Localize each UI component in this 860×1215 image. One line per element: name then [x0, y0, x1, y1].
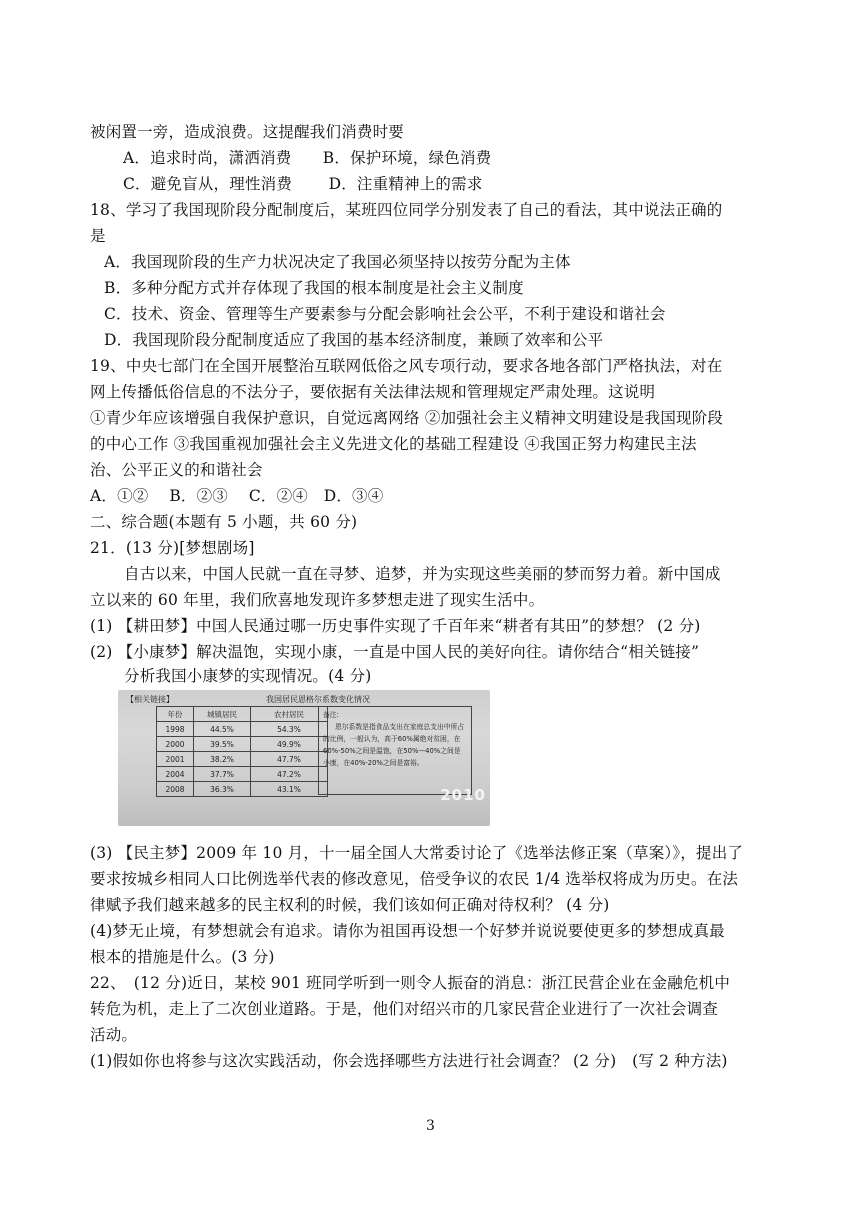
column-header: 农村居民 — [251, 707, 328, 722]
text-line: 活动。 — [90, 1026, 138, 1044]
table-row — [157, 722, 328, 737]
option-a-17: A．追求时尚，潇洒消费 B．保护环境，绿色消费 — [123, 149, 492, 167]
table-row — [157, 737, 328, 752]
table-cell: 1998 — [157, 722, 194, 737]
figure-header: 【相关链接】 — [126, 695, 174, 704]
text-line: 分析我国小康梦的实现情况。(4 分) — [124, 667, 372, 685]
subquestion-3: (3) 【民主梦】2009 年 10 月，十一届全国人大常委讨论了《选举法修正案（草案）》，提出了 — [90, 844, 744, 862]
option-a-18: A．我国现阶段的生产力状况决定了我国必须坚持以按劳分配为主体 — [104, 253, 571, 271]
text-line: ①青少年应该增强自我保护意识，自觉远离网络 ②加强社会主义精神文明建设是我国现阶段 — [90, 409, 724, 427]
option-c-18: C．技术、资金、管理等生产要素参与分配会影响社会公平，不利于建设和谐社会 — [104, 305, 666, 323]
note-title: 备注: — [323, 711, 339, 719]
table-cell: 36.3% — [194, 782, 251, 797]
text-line: 要求按城乡相同人口比例选举代表的修改意见，倍受争议的农民 1/4 选举权将成为历史。在法 — [90, 870, 739, 888]
table-cell: 2000 — [157, 737, 194, 752]
table-cell: 49.9% — [251, 737, 328, 752]
question-22: 22、 (12 分)近日，某校 901 班同学听到一则令人振奋的消息：浙江民营企业在金融危机中 — [90, 974, 731, 992]
table-header-row — [157, 707, 328, 722]
watermark: 2010 — [440, 786, 486, 804]
subquestion-22-1: (1)假如你也将参与这次实践活动，你会选择哪些方法进行社会调查？ (2 分) (写 2 种方法) — [90, 1052, 728, 1070]
question-21: 21．(13 分)[梦想剧场] — [90, 539, 255, 557]
text-line: 的中心工作 ③我国重视加强社会主义先进文化的基础工程建设 ④我国正努力构建民主法 — [90, 435, 697, 453]
text-line: 立以来的 60 年里，我们欣喜地发现许多梦想走进了现实生活中。 — [90, 591, 545, 609]
figure-title: 我国居民恩格尔系数变化情况 — [266, 695, 370, 704]
table-cell: 54.3% — [251, 722, 328, 737]
table-row — [157, 752, 328, 767]
note-text: 恩尔系数是指食品支出在家庭总支出中所占的比例，一般认为，高于60%属绝对贫困，在60%-50%之间是温饱，在50%—40%之间是小康，在40%-20%之间是富裕。 — [323, 723, 465, 767]
table-row — [157, 782, 328, 797]
text-line: 被闲置一旁，造成浪费。这提醒我们消费时要 — [90, 123, 405, 141]
column-header: 年份 — [157, 707, 194, 722]
table-cell: 43.1% — [251, 782, 328, 797]
subquestion-2: (2) 【小康梦】解决温饱，实现小康，一直是中国人民的美好向往。请你结合“相关链接” — [90, 643, 700, 661]
table-cell: 39.5% — [194, 737, 251, 752]
option-d-18: D．我国现阶段分配制度适应了我国的基本经济制度，兼顾了效率和公平 — [104, 331, 604, 349]
option-b-18: B．多种分配方式并存体现了我国的根本制度是社会主义制度 — [104, 279, 524, 297]
text-line: 转危为机，走上了二次创业道路。于是，他们对绍兴市的几家民营企业进行了一次社会调查 — [90, 1000, 719, 1018]
table-row — [157, 767, 328, 782]
table-cell: 2004 — [157, 767, 194, 782]
section-heading: 二、综合题(本题有 5 小题，共 60 分) — [90, 513, 358, 531]
text-line: 律赋予我们越来越多的民主权利的时候，我们该如何正确对待权利？ (4 分) — [90, 896, 610, 914]
option-c-17: C．避免盲从，理性消费 D．注重精神上的需求 — [123, 175, 483, 193]
engel-table — [156, 706, 328, 797]
text-line: 根本的措施是什么。(3 分) — [90, 948, 275, 966]
page-number: 3 — [426, 1118, 435, 1134]
subquestion-1: (1) 【耕田梦】中国人民通过哪一历史事件实现了千百年来“耕者有其田”的梦想？ (2 分) — [90, 617, 701, 635]
question-18: 18、学习了我国现阶段分配制度后，某班四位同学分别发表了自己的看法，其中说法正确的 — [90, 201, 723, 219]
engel-coefficient-table-photo — [118, 690, 490, 826]
table-cell: 38.2% — [194, 752, 251, 767]
text-line: 治、公平正义的和谐社会 — [90, 461, 263, 479]
column-header: 城镇居民 — [194, 707, 251, 722]
subquestion-4: (4)梦无止境，有梦想就会有追求。请你为祖国再设想一个好梦并说说要使更多的梦想成真最 — [90, 922, 725, 940]
table-cell: 2001 — [157, 752, 194, 767]
text-line: 自古以来，中国人民就一直在寻梦、追梦，并为实现这些美丽的梦而努力着。新中国成 — [124, 565, 721, 583]
table-cell: 47.2% — [251, 767, 328, 782]
table-cell: 37.7% — [194, 767, 251, 782]
text-line: 网上传播低俗信息的不法分子，要依据有关法律法规和管理规定严肃处理。这说明 — [90, 383, 656, 401]
question-19: 19、中央七部门在全国开展整治互联网低俗之风专项行动，要求各地各部门严格执法，对在 — [90, 357, 723, 375]
text-line: 是 — [90, 227, 106, 245]
table-cell: 2008 — [157, 782, 194, 797]
table-note — [318, 706, 472, 795]
table-cell: 44.5% — [194, 722, 251, 737]
table-cell: 47.7% — [251, 752, 328, 767]
options-19: A．①② B．②③ C．②④ D．③④ — [90, 487, 384, 505]
